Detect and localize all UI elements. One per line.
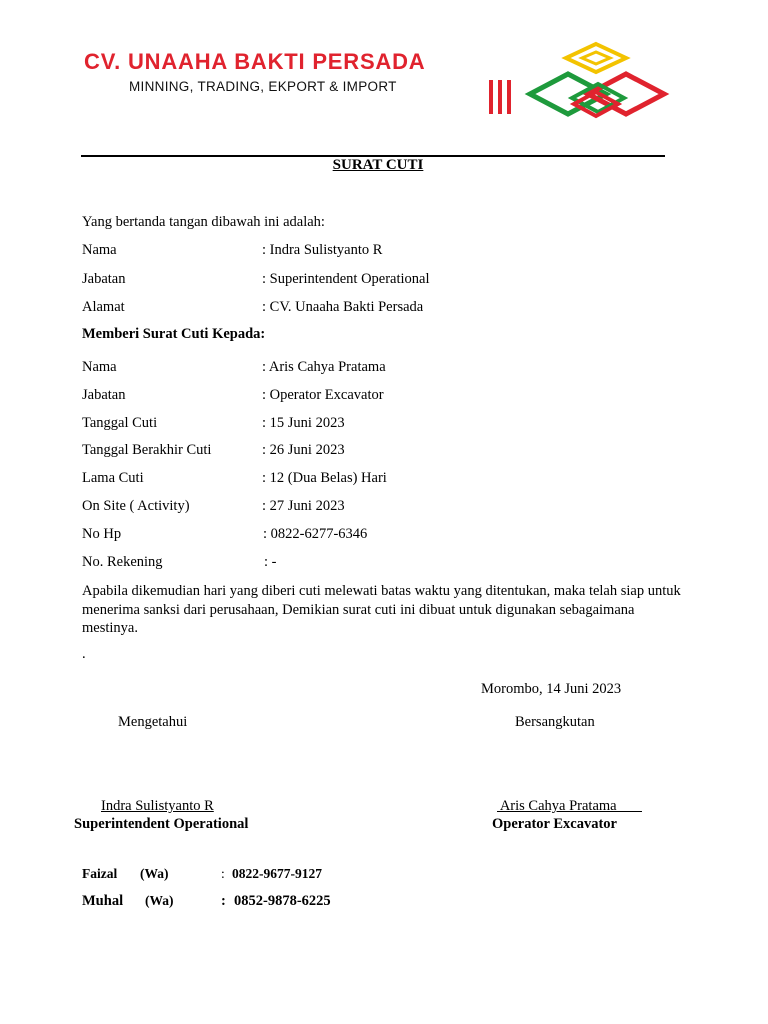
- document-title: SURAT CUTI: [332, 157, 424, 173]
- recipient-label-nama: Nama: [82, 359, 117, 375]
- recipient-value-tanggal-cuti: : 15 Juni 2023: [262, 415, 345, 431]
- signature-name-left: Indra Sulistyanto R: [101, 798, 214, 814]
- recipient-value-on-site: : 27 Juni 2023: [262, 498, 345, 514]
- recipient-value-jabatan: : Operator Excavator: [262, 387, 384, 403]
- recipient-value-lama-cuti: : 12 (Dua Belas) Hari: [262, 470, 387, 486]
- issuer-value-alamat: : CV. Unaaha Bakti Persada: [262, 299, 424, 315]
- contact-separator: :: [221, 866, 225, 881]
- contact-separator: :: [221, 893, 226, 909]
- signature-caption-left: Mengetahui: [118, 714, 188, 730]
- company-tagline: MINNING, TRADING, EKPORT & IMPORT: [129, 79, 397, 94]
- issuer-label-nama: Nama: [82, 242, 117, 258]
- company-logo-icon: [520, 40, 670, 130]
- recipient-label-no-rekening: No. Rekening: [82, 554, 163, 570]
- recipient-label-lama-cuti: Lama Cuti: [82, 470, 144, 486]
- recipient-value-no-hp: : 0822-6277-6346: [263, 526, 368, 542]
- issuer-value-jabatan: : Superintendent Operational: [262, 271, 430, 287]
- issuer-label-jabatan: Jabatan: [82, 271, 126, 287]
- signature-name-right: Aris Cahya Pratama: [497, 798, 642, 814]
- contact-phone: 0852-9878-6225: [234, 893, 331, 909]
- closing-paragraph: Apabila dikemudian hari yang diberi cuti melewati batas waktu yang ditentukan, maka telah siap untuk menerima sanksi dari perusahaan, Demikian surat cuti ini dibuat untuk digunakan sebagaimana mestinya.: [82, 583, 681, 636]
- contact-name: Faizal: [82, 866, 118, 881]
- signature-caption-right: Bersangkutan: [515, 714, 595, 730]
- contact-type: (Wa): [145, 893, 174, 908]
- contact-type: (Wa): [140, 866, 169, 881]
- recipient-value-tanggal-berakhir: : 26 Juni 2023: [262, 442, 345, 458]
- signature-role-left: Superintendent Operational: [74, 816, 249, 832]
- logo-yellow-diamond-inner: [582, 52, 610, 64]
- recipient-label-tanggal-cuti: Tanggal Cuti: [82, 415, 158, 431]
- recipient-heading: Memberi Surat Cuti Kepada:: [82, 326, 266, 342]
- recipient-label-no-hp: No Hp: [82, 526, 122, 542]
- signature-role-right: Operator Excavator: [492, 816, 617, 832]
- issuer-value-nama: : Indra Sulistyanto R: [262, 242, 383, 258]
- recipient-label-on-site: On Site ( Activity): [82, 498, 190, 514]
- stray-dot: .: [82, 646, 86, 662]
- issuer-label-alamat: Alamat: [82, 299, 125, 315]
- recipient-value-nama: : Aris Cahya Pratama: [262, 359, 386, 375]
- recipient-label-tanggal-berakhir: Tanggal Berakhir Cuti: [82, 442, 212, 458]
- logo-yellow-diamond: [566, 44, 626, 72]
- contact-phone: 0822-9677-9127: [232, 866, 322, 881]
- recipient-value-no-rekening: : -: [264, 554, 277, 570]
- intro-text: Yang bertanda tangan dibawah ini adalah:: [82, 214, 325, 230]
- place-date: Morombo, 14 Juni 2023: [481, 681, 622, 697]
- recipient-label-jabatan: Jabatan: [82, 387, 126, 403]
- red-stripes-decoration: [489, 80, 513, 114]
- company-name: CV. UNAAHA BAKTI PERSADA: [84, 49, 426, 74]
- contact-name: Muhal: [82, 893, 124, 909]
